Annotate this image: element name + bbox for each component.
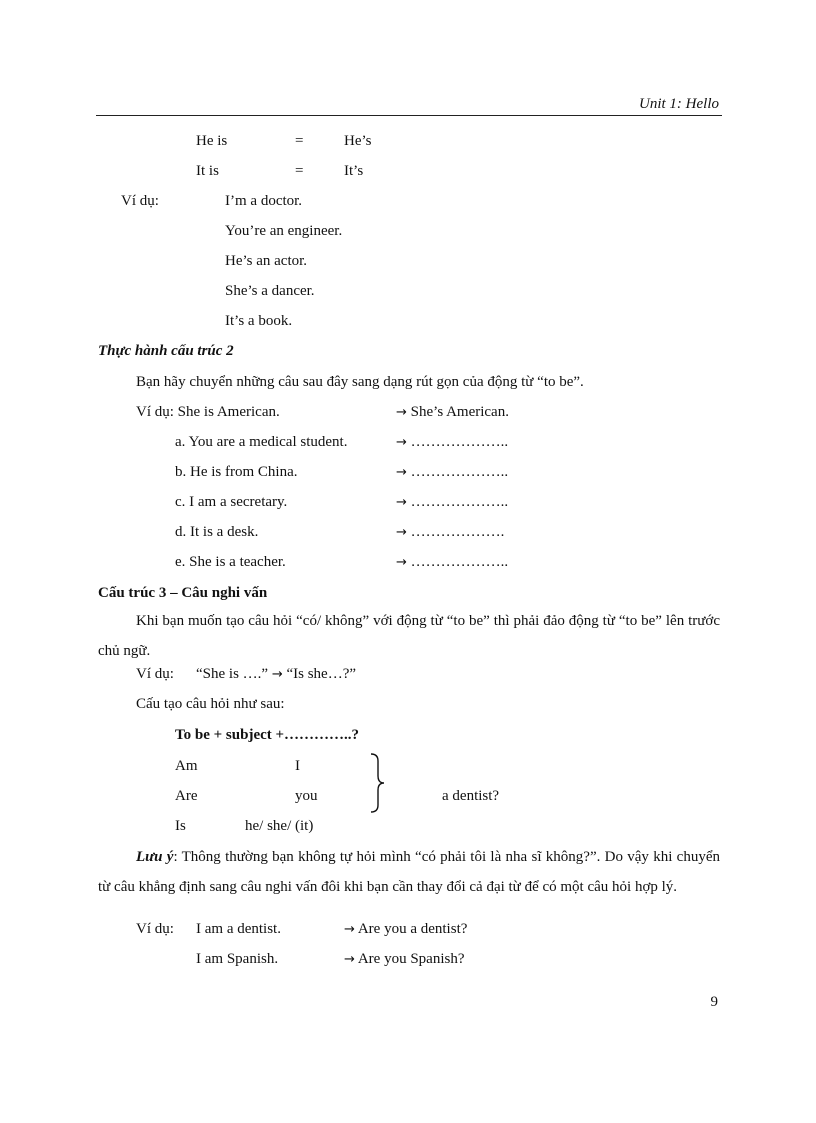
statement-text: “She is ….” — [196, 666, 269, 682]
answer-text: She’s American. — [410, 404, 509, 420]
example-label: Ví dụ: — [136, 666, 174, 682]
exercise-answer-blank[interactable] — [396, 493, 508, 512]
note-lead: Lưu ý — [136, 849, 174, 865]
note-paragraph — [98, 842, 720, 902]
blank: ……………….. — [410, 554, 509, 570]
arrow-icon: → — [396, 495, 407, 510]
practice-instruction: Bạn hãy chuyển những câu sau đây sang dạng rút gọn của động từ “to be”. — [136, 374, 584, 390]
example-label: Ví dụ: — [136, 921, 174, 937]
question-text: Are you Spanish? — [357, 951, 465, 967]
practice-example: Ví dụ: She is American. — [136, 404, 280, 420]
formula: To be + subject +…………..? — [175, 727, 360, 743]
exercise-item: c. I am a secretary. — [175, 494, 288, 510]
arrow-icon: → — [344, 922, 355, 937]
practice-example-answer — [396, 403, 509, 422]
contraction-equals: = — [295, 163, 304, 179]
section-heading: Cấu trúc 3 – Câu nghi vấn — [98, 585, 268, 601]
arrow-icon: → — [271, 667, 283, 682]
arrow-icon: → — [344, 952, 355, 967]
statement: I am Spanish. — [196, 951, 279, 967]
note-text: : Thông thường bạn không tự hỏi mình “có phải tôi là nha sĩ không?”. Do vậy khi chuyển từ câu khẳng định sang câu nghi vấn đôi khi bạn cần thay đổi cả đại từ để có một câu hỏi hợp lý. — [98, 849, 721, 895]
example-label: Ví dụ: — [121, 193, 159, 209]
question-example — [196, 665, 356, 684]
contraction-full: It is — [196, 163, 219, 179]
right-brace-icon — [367, 752, 387, 814]
subject-cell: I — [295, 758, 300, 774]
header-divider — [96, 115, 722, 116]
blank: ……………….. — [410, 434, 509, 450]
statement: I am a dentist. — [196, 921, 281, 937]
paragraph-text: Khi bạn muốn tạo câu hỏi “có/ không” với động từ “to be” thì phải đảo động từ “to be” lên trước chủ ngữ. — [98, 613, 720, 659]
exercise-answer-blank[interactable] — [396, 553, 508, 572]
question — [344, 920, 467, 939]
arrow-icon: → — [396, 465, 407, 480]
arrow-icon: → — [396, 555, 407, 570]
section-heading: Thực hành cấu trúc 2 — [98, 343, 234, 359]
example-line: It’s a book. — [225, 313, 293, 329]
question-text: “Is she…?” — [286, 666, 357, 682]
exercise-answer-blank[interactable] — [396, 463, 508, 482]
contraction-short: It’s — [344, 163, 364, 179]
running-header-title: Unit 1: Hello — [639, 96, 719, 112]
example-line: She’s a dancer. — [225, 283, 315, 299]
contraction-equals: = — [295, 133, 304, 149]
exercise-item: e. She is a teacher. — [175, 554, 286, 570]
formation-label: Cấu tạo câu hỏi như sau: — [136, 696, 285, 712]
arrow-icon: → — [396, 405, 407, 420]
blank: ……………….. — [410, 464, 509, 480]
verb-cell: Am — [175, 758, 198, 774]
verb-cell: Are — [175, 788, 198, 804]
arrow-icon: → — [396, 435, 407, 450]
complement: a dentist? — [442, 788, 500, 804]
page-number: 9 — [710, 994, 718, 1010]
question-text: Are you a dentist? — [357, 921, 468, 937]
blank: ……………….. — [410, 494, 509, 510]
verb-cell: Is — [175, 818, 186, 834]
exercise-item: d. It is a desk. — [175, 524, 259, 540]
structure-paragraph — [98, 606, 720, 666]
example-line: You’re an engineer. — [225, 223, 343, 239]
blank: ………………. — [410, 524, 505, 540]
subject-cell: you — [295, 788, 318, 804]
question — [344, 950, 465, 969]
exercise-answer-blank[interactable] — [396, 523, 504, 542]
contraction-short: He’s — [344, 133, 372, 149]
subject-cell: he/ she/ (it) — [245, 818, 314, 834]
example-line: I’m a doctor. — [225, 193, 303, 209]
exercise-item: b. He is from China. — [175, 464, 298, 480]
arrow-icon: → — [396, 525, 407, 540]
example-line: He’s an actor. — [225, 253, 308, 269]
exercise-answer-blank[interactable] — [396, 433, 508, 452]
exercise-item: a. You are a medical student. — [175, 434, 348, 450]
contraction-full: He is — [196, 133, 228, 149]
